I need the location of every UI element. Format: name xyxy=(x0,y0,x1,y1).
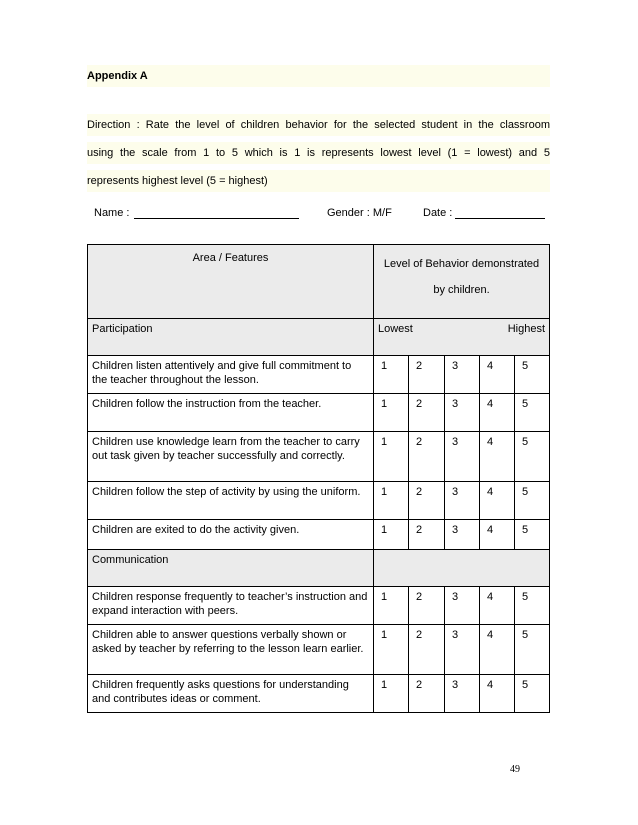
rating-option-2[interactable]: 2 xyxy=(409,675,445,713)
section-row-communication xyxy=(88,550,550,587)
rating-option-5[interactable]: 5 xyxy=(515,625,550,675)
rating-option-3[interactable]: 3 xyxy=(445,482,480,520)
table-row xyxy=(88,482,550,520)
section-title: Participation xyxy=(88,319,374,356)
name-field[interactable] xyxy=(134,218,299,219)
table-row xyxy=(88,432,550,482)
name-label: Name : xyxy=(94,207,130,219)
appendix-title: Appendix A xyxy=(87,65,550,87)
rating-option-3[interactable]: 3 xyxy=(445,394,480,432)
lowest-label: Lowest xyxy=(378,323,413,335)
rating-option-4[interactable]: 4 xyxy=(480,675,515,713)
behavior-rating-table xyxy=(87,244,550,713)
rating-option-1[interactable]: 1 xyxy=(374,587,409,625)
rating-option-3[interactable]: 3 xyxy=(445,587,480,625)
rating-option-2[interactable]: 2 xyxy=(409,520,445,550)
rating-option-5[interactable]: 5 xyxy=(515,482,550,520)
rating-option-5[interactable]: 5 xyxy=(515,520,550,550)
level-header-line-2: by children. xyxy=(433,284,490,296)
behavior-item-text: Children frequently asks questions for understanding and contributes ideas or comment. xyxy=(88,675,374,713)
behavior-item-text: Children able to answer questions verbally shown or asked by teacher by referring to the lesson learn earlier. xyxy=(88,625,374,675)
rating-option-5[interactable]: 5 xyxy=(515,432,550,482)
rating-option-4[interactable]: 4 xyxy=(480,625,515,675)
table-row xyxy=(88,675,550,713)
behavior-item-text: Children use knowledge learn from the teacher to carry out task given by teacher successfully and correctly. xyxy=(88,432,374,482)
rating-option-4[interactable]: 4 xyxy=(480,356,515,394)
rating-option-5[interactable]: 5 xyxy=(515,394,550,432)
behavior-item-text: Children are exited to do the activity given. xyxy=(88,520,374,550)
participation-items xyxy=(88,356,550,550)
gender-label: Gender : M/F xyxy=(327,207,392,219)
direction-line-1: Direction : Rate the level of children behavior for the selected student in the classroom xyxy=(87,114,550,136)
behavior-item-text: Children listen attentively and give full commitment to the teacher throughout the lesson. xyxy=(88,356,374,394)
table-row xyxy=(88,520,550,550)
table-header-row xyxy=(88,245,550,319)
rating-option-4[interactable]: 4 xyxy=(480,394,515,432)
date-field[interactable] xyxy=(455,218,545,219)
behavior-item-text: Children response frequently to teacher’s instruction and expand interaction with peers. xyxy=(88,587,374,625)
scale-legend xyxy=(374,319,550,356)
communication-items xyxy=(88,587,550,713)
rating-option-3[interactable]: 3 xyxy=(445,520,480,550)
rating-option-2[interactable]: 2 xyxy=(409,587,445,625)
rating-option-1[interactable]: 1 xyxy=(374,675,409,713)
table-row xyxy=(88,394,550,432)
rating-option-1[interactable]: 1 xyxy=(374,356,409,394)
rating-option-4[interactable]: 4 xyxy=(480,432,515,482)
rating-option-2[interactable]: 2 xyxy=(409,625,445,675)
rating-option-1[interactable]: 1 xyxy=(374,482,409,520)
direction-line-3: represents highest level (5 = highest) xyxy=(87,170,550,192)
table-row xyxy=(88,625,550,675)
rating-option-4[interactable]: 4 xyxy=(480,520,515,550)
rating-option-5[interactable]: 5 xyxy=(515,675,550,713)
rating-option-1[interactable]: 1 xyxy=(374,520,409,550)
rating-option-2[interactable]: 2 xyxy=(409,394,445,432)
rating-option-4[interactable]: 4 xyxy=(480,587,515,625)
section-row-participation xyxy=(88,319,550,356)
rating-option-2[interactable]: 2 xyxy=(409,356,445,394)
direction-line-2: using the scale from 1 to 5 which is 1 is represents lowest level (1 = lowest) and 5 xyxy=(87,142,550,164)
rating-option-3[interactable]: 3 xyxy=(445,625,480,675)
rating-option-1[interactable]: 1 xyxy=(374,394,409,432)
rating-option-3[interactable]: 3 xyxy=(445,356,480,394)
rating-option-5[interactable]: 5 xyxy=(515,356,550,394)
level-header xyxy=(374,245,550,319)
highest-label: Highest xyxy=(507,323,546,335)
page-number: 49 xyxy=(510,764,520,775)
behavior-item-text: Children follow the instruction from the teacher. xyxy=(88,394,374,432)
scale-legend-empty xyxy=(374,550,550,587)
rating-option-5[interactable]: 5 xyxy=(515,587,550,625)
rating-option-2[interactable]: 2 xyxy=(409,432,445,482)
table-row xyxy=(88,587,550,625)
rating-option-1[interactable]: 1 xyxy=(374,625,409,675)
rating-option-2[interactable]: 2 xyxy=(409,482,445,520)
date-label: Date : xyxy=(423,207,453,219)
section-title: Communication xyxy=(88,550,374,587)
rating-option-3[interactable]: 3 xyxy=(445,675,480,713)
level-header-line-1: Level of Behavior demonstrated xyxy=(383,258,540,270)
behavior-item-text: Children follow the step of activity by using the uniform. xyxy=(88,482,374,520)
area-header: Area / Features xyxy=(88,245,374,319)
rating-option-4[interactable]: 4 xyxy=(480,482,515,520)
table-row xyxy=(88,356,550,394)
rating-option-1[interactable]: 1 xyxy=(374,432,409,482)
rating-option-3[interactable]: 3 xyxy=(445,432,480,482)
